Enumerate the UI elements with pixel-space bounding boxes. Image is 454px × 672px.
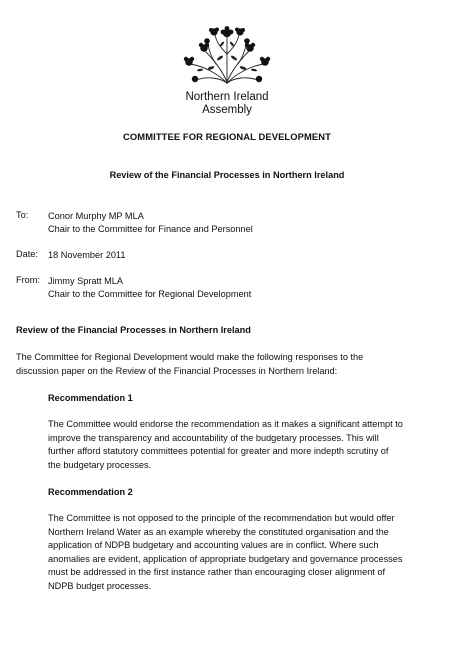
- assembly-name: [0, 91, 454, 117]
- recommendation-1-line: improve the transparency and accountability of the budgetary processes. This will: [48, 432, 379, 443]
- to-role: Chair to the Committee for Finance and Personnel: [48, 224, 253, 234]
- recommendation-2-line: NDPB budget processes.: [48, 580, 152, 591]
- to-recipient: [48, 210, 253, 236]
- from-name: Jimmy Spratt MLA: [48, 276, 124, 286]
- section-heading: Review of the Financial Processes in Northern Ireland: [16, 325, 251, 335]
- recommendation-2-line: Northern Ireland Water as an example whereby the constituted organisation and the: [48, 526, 389, 537]
- recommendation-1-text: [48, 418, 444, 472]
- assembly-flax-logo-icon: [178, 24, 276, 84]
- date-label: Date:: [16, 249, 38, 259]
- committee-title: COMMITTEE FOR REGIONAL DEVELOPMENT: [123, 131, 331, 142]
- to-label: To:: [16, 210, 29, 220]
- from-role: Chair to the Committee for Regional Development: [48, 289, 252, 299]
- assembly-name-line-1: Northern Ireland: [185, 91, 269, 103]
- intro-line: The Committee for Regional Development would make the following responses to the: [16, 352, 364, 362]
- recommendation-2-heading: Recommendation 2: [48, 487, 133, 497]
- recommendation-2-line: The Committee is not opposed to the principle of the recommendation but would offer: [48, 513, 395, 523]
- from-sender: [48, 275, 251, 301]
- to-name: Conor Murphy MP MLA: [48, 211, 144, 221]
- recommendation-2-line: anomalies are evident, application of appropriate budgetary and governance processes: [48, 553, 403, 564]
- intro-paragraph: [16, 351, 444, 378]
- assembly-name-line-2: Assembly: [202, 104, 252, 116]
- from-label: From:: [16, 275, 40, 285]
- recommendation-1-heading: Recommendation 1: [48, 393, 133, 403]
- recommendation-2-line: application of NDPB budgetary and accounting values are in conflict. Where such: [48, 540, 379, 550]
- recommendation-1-line: the budgetary processes.: [48, 459, 152, 470]
- date-value: 18 November 2011: [48, 250, 126, 260]
- recommendation-1-line: further afford statutory committees potential for greater and more indepth scrutiny of: [48, 446, 389, 456]
- recommendation-2-text: [48, 512, 444, 593]
- recommendation-2-line: must be addressed in the first instance rather than encouraging closer alignment of: [48, 567, 386, 577]
- intro-line: discussion paper on the Review of the Financial Processes in Northern Ireland:: [16, 365, 338, 376]
- recommendation-1-line: The Committee would endorse the recommendation as it makes a significant attempt to: [48, 419, 403, 429]
- review-heading: Review of the Financial Processes in Northern Ireland: [109, 170, 345, 180]
